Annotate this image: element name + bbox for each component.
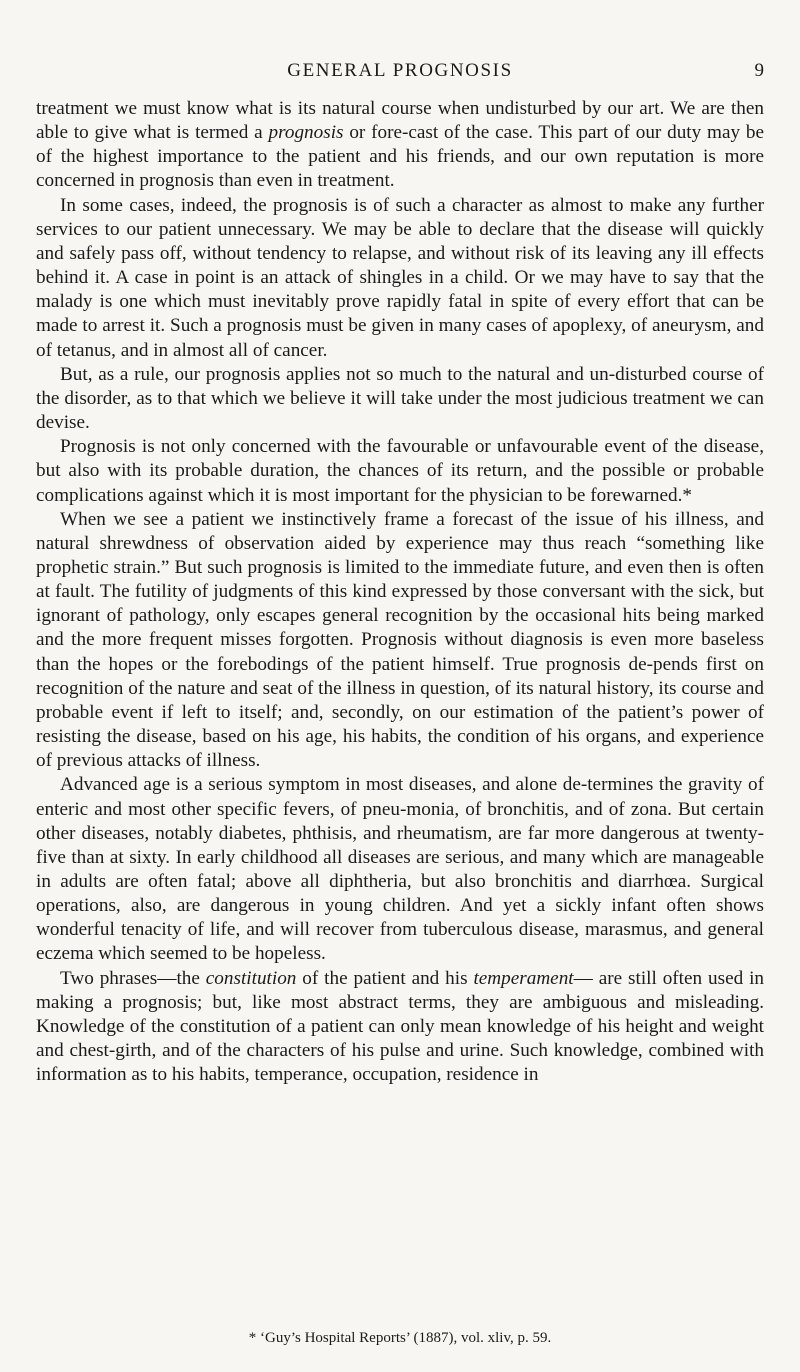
constitution-term: constitution bbox=[205, 967, 297, 989]
paragraph-6: Advanced age is a serious symptom in most diseases, and alone de-termines the gravity of enteric and most other specific fevers, of pneu-monia, of bronchitis, and of zona. But certain other diseases, notably diabetes, phthisis, and rheumatism, are far more dangerous at twenty-five than at sixty. In early childhood all diseases are serious, and many which are manageable in adults are often fatal; above all diphtheria, but also bronchitis and diarrhœa. Surgical operations, also, are dangerous in young children. And yet a sickly infant often shows wonderful tenacity of life, and will recover from tuberculous disease, marasmus, and general eczema which seemed to be hopeless. bbox=[36, 774, 764, 965]
running-head: GENERAL PROGNOSIS bbox=[287, 60, 513, 81]
paragraph-1-text-a: treatment we must know what is its natural course when undisturbed by our art. We are then able to give what is termed a bbox=[36, 98, 764, 144]
prognosis-term: prognosis bbox=[268, 122, 344, 144]
paragraph-1 bbox=[36, 97, 764, 194]
paragraph-4: Prognosis is not only concerned with the favourable or unfavourable event of the disease, but also with its probable duration, the chances of its return, and the possible or probable complications against which it is most important for the physician to be forewarned.* bbox=[36, 436, 764, 506]
paragraph-7 bbox=[36, 967, 764, 1088]
page-number: 9 bbox=[754, 60, 764, 81]
paragraph-7-text-b: of the patient and his bbox=[296, 967, 474, 989]
paragraph-7-text-a: Two phrases—the bbox=[60, 967, 206, 989]
paragraph-5: When we see a patient we instinctively frame a forecast of the issue of his illness, and natural shrewdness of observation aided by experience may thus reach “something like prophetic strain.” But such prognosis is limited to the immediate future, and even then is often at fault. The futility of judgments of this kind expressed by those conversant with the sick, but ignorant of pathology, only escapes general recognition by the occasional hits being marked and the more frequent misses forgotten. Prognosis without diagnosis is even more baseless than the hopes or the forebodings of the patient himself. True prognosis de-pends first on recognition of the nature and seat of the illness in question, of its natural history, its course and probable event if left to itself; and, secondly, on our estimation of the patient’s power of resisting the disease, based on his age, his habits, the condition of his organs, and experience of previous attacks of illness. bbox=[36, 508, 764, 772]
body-text bbox=[36, 97, 764, 1087]
paragraph-3: But, as a rule, our prognosis applies not so much to the natural and un-disturbed course of the disorder, as to that which we believe it will take under the most judicious treatment we can devise. bbox=[36, 363, 764, 434]
paragraph-7-text-c: — are still often used in making a prognosis; but, like most abstract terms, they are ambiguous and misleading. Knowledge of the constitution of a patient can only mean knowledge of his height and weight and chest-girth, and of the characters of his pulse and urine. Such knowledge, combined with information as to his habits, temperance, occupation, residence in bbox=[36, 967, 764, 1086]
temperament-term: temperament bbox=[473, 967, 574, 989]
paragraph-1-text-b: or fore-cast of the case. This part of our duty may be of the highest importance to the patient and his friends, and our own reputation is more concerned in prognosis than even in treatment. bbox=[36, 122, 764, 192]
footnote: * ‘Guy’s Hospital Reports’ (1887), vol. xliv, p. 59. bbox=[248, 1330, 552, 1346]
paragraph-2: In some cases, indeed, the prognosis is of such a character as almost to make any further services to our patient unnecessary. We may be able to declare that the disease will quickly and safely pass off, without tendency to relapse, and without risk of its leaving any ill effects behind it. A case in point is an attack of shingles in a child. Or we may have to say that the malady is one which must inevitably prove rapidly fatal in spite of every effort that can be made to arrest it. Such a prognosis must be given in many cases of apoplexy, of aneurysm, and of tetanus, and in almost all of cancer. bbox=[36, 194, 764, 361]
page-header bbox=[36, 60, 764, 86]
